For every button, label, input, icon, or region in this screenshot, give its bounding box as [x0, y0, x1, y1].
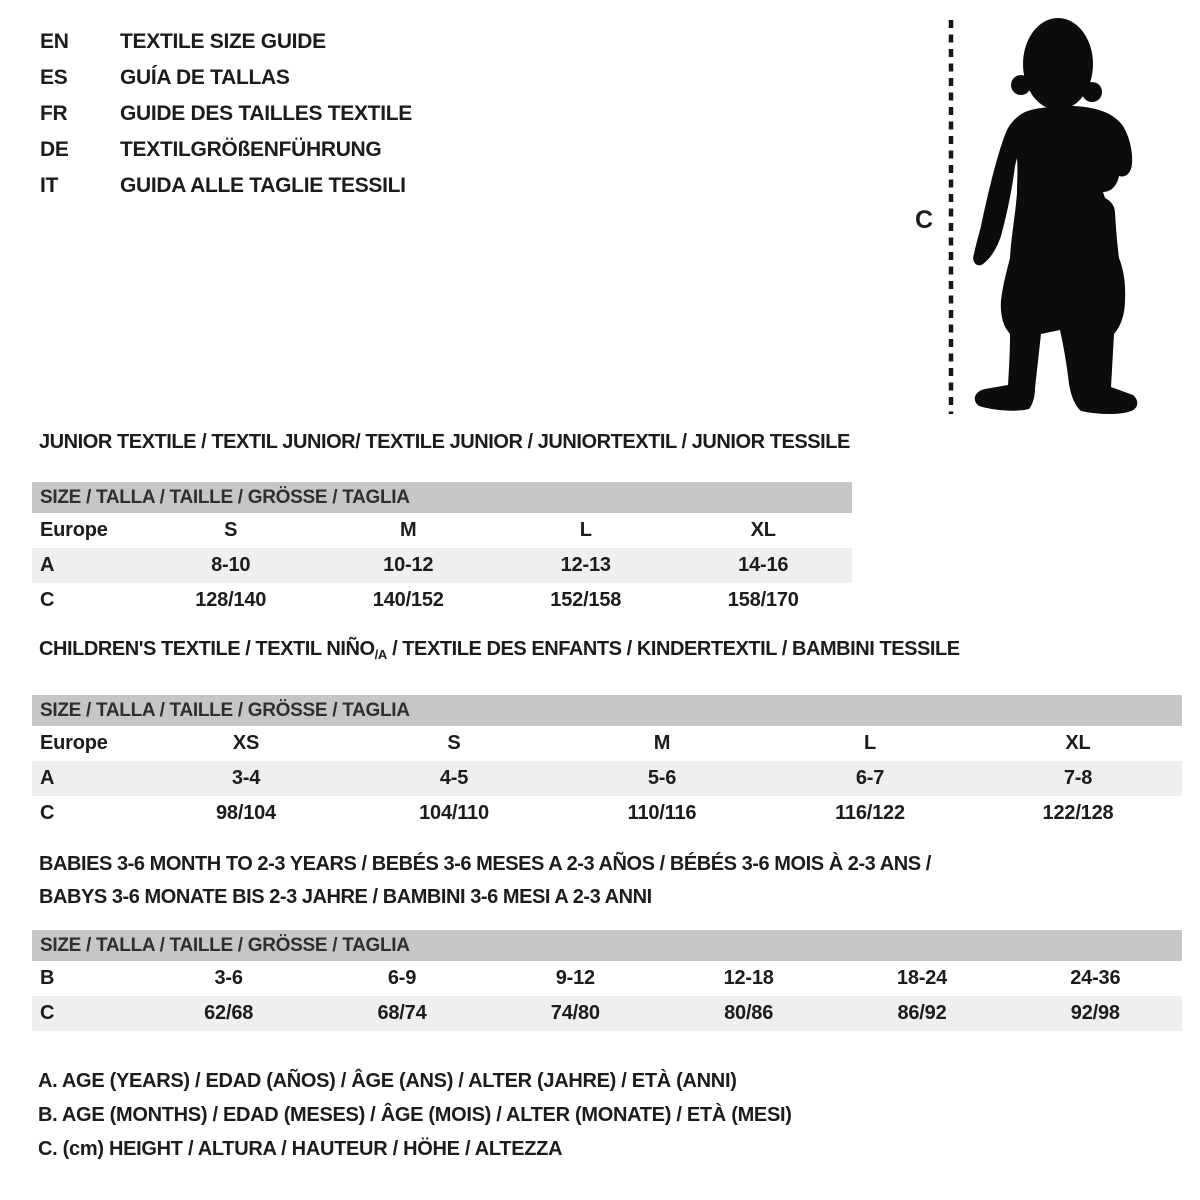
table-title	[32, 637, 1182, 667]
table-row	[32, 996, 1182, 1031]
language-header	[40, 24, 412, 204]
table-cell: 5-6	[647, 767, 677, 789]
language-title: GUIDA ALLE TAGLIE TESSILI	[120, 174, 406, 197]
table-cell: 12-13	[560, 554, 611, 576]
size-header-bar: SIZE / TALLA / TAILLE / GRÖSSE / TAGLIA	[32, 930, 1182, 961]
height-figure	[895, 8, 1160, 423]
table-cell: 68/74	[377, 1002, 427, 1024]
table-cell: 152/158	[550, 589, 622, 611]
table-row	[32, 583, 852, 618]
measurement-legend	[38, 1064, 792, 1166]
table-cell: 3-6	[214, 967, 243, 989]
legend-line-c: C. (cm) HEIGHT / ALTURA / HAUTEUR / HÖHE / ALTEZZA	[38, 1138, 563, 1160]
table-cell: 104/110	[419, 802, 489, 824]
table-cell: 4-5	[439, 767, 469, 789]
table-row	[32, 961, 1182, 996]
table-cell: 122/128	[1042, 802, 1114, 824]
table-cell: M	[653, 732, 671, 754]
language-code: FR	[40, 102, 68, 125]
table-cell: L	[863, 732, 877, 754]
table-cell: 110/116	[627, 802, 697, 824]
table-title	[32, 848, 1182, 914]
title-part: CHILDREN'S TEXTILE / TEXTIL NIÑO	[39, 638, 375, 660]
table-cell: 158/170	[727, 589, 799, 611]
table-cell: 24-36	[1070, 967, 1121, 989]
babies-textile-section	[32, 848, 1182, 1031]
table-cell: S	[224, 519, 238, 541]
table-cell: 140/152	[372, 589, 444, 611]
table-cell: XS	[232, 732, 260, 754]
table-rows	[32, 726, 1182, 831]
table-cell: 3-4	[231, 767, 261, 789]
title-subscript: /A	[374, 647, 387, 662]
table-cell: 74/80	[550, 1002, 600, 1024]
table-cell: 14-16	[738, 554, 789, 576]
table-cell: 128/140	[195, 589, 267, 611]
table-cell: 86/92	[897, 1002, 947, 1024]
table-title: JUNIOR TEXTILE / TEXTIL JUNIOR/ TEXTILE JUNIOR / JUNIORTEXTIL / JUNIOR TESSILE	[39, 431, 850, 453]
toddler-silhouette-shape	[973, 18, 1137, 414]
language-code: ES	[40, 66, 68, 89]
title-line: BABYS 3-6 MONATE BIS 2-3 JAHRE / BAMBINI 3-6 MESI A 2-3 ANNI	[39, 886, 652, 908]
table-cell: S	[447, 732, 461, 754]
language-title: TEXTILGRÖßENFÜHRUNG	[120, 138, 382, 161]
row-label: C	[40, 1002, 55, 1024]
table-cell: 116/122	[835, 802, 905, 824]
table-cell: 12-18	[723, 967, 774, 989]
title-part: / TEXTILE DES ENFANTS / KINDERTEXTIL / BAMBINI TESSILE	[386, 638, 960, 660]
table-row	[32, 513, 852, 548]
row-label: Europe	[40, 732, 108, 754]
table-cell: 62/68	[204, 1002, 254, 1024]
height-measure-label: C	[915, 206, 933, 234]
table-row	[32, 726, 1182, 761]
table-cell: 98/104	[216, 802, 276, 824]
table-row	[32, 548, 852, 583]
table-cell: 10-12	[383, 554, 434, 576]
language-row	[40, 60, 412, 96]
table-cell: 6-9	[387, 967, 417, 989]
language-title: GUÍA DE TALLAS	[120, 66, 290, 89]
row-label: A	[40, 767, 55, 789]
language-code: DE	[40, 138, 69, 161]
table-cell: M	[400, 519, 417, 541]
table-cell: 9-12	[555, 967, 595, 989]
row-label: B	[40, 967, 55, 989]
language-title: GUIDE DES TAILLES TEXTILE	[120, 102, 412, 125]
size-header-bar: SIZE / TALLA / TAILLE / GRÖSSE / TAGLIA	[32, 482, 852, 513]
language-code: IT	[40, 174, 59, 197]
table-rows	[32, 513, 852, 618]
table-cell: 80/86	[724, 1002, 774, 1024]
table-rows	[32, 961, 1182, 1031]
table-row	[32, 761, 1182, 796]
table-cell: XL	[1065, 732, 1091, 754]
row-label: C	[40, 802, 55, 824]
table-cell: 18-24	[896, 967, 948, 989]
language-title: TEXTILE SIZE GUIDE	[120, 30, 326, 53]
table-cell: 7-8	[1063, 767, 1093, 789]
table-cell: 92/98	[1070, 1002, 1120, 1024]
table-cell: L	[579, 519, 592, 541]
junior-textile-section	[32, 430, 852, 618]
legend-line-a: A. AGE (YEARS) / EDAD (AÑOS) / ÂGE (ANS) / ALTER (JAHRE) / ETÀ (ANNI)	[38, 1070, 737, 1092]
table-cell: 8-10	[211, 554, 251, 576]
title-line: BABIES 3-6 MONTH TO 2-3 YEARS / BEBÉS 3-6 MESES A 2-3 AÑOS / BÉBÉS 3-6 MOIS À 2-3 ANS /	[39, 853, 931, 875]
language-row	[40, 132, 412, 168]
row-label: A	[40, 554, 55, 576]
row-label: Europe	[40, 519, 108, 541]
table-row	[32, 796, 1182, 831]
size-header-bar: SIZE / TALLA / TAILLE / GRÖSSE / TAGLIA	[32, 695, 1182, 726]
row-label: C	[40, 589, 55, 611]
language-row	[40, 168, 412, 204]
toddler-silhouette-icon	[895, 8, 1160, 423]
table-cell: 6-7	[855, 767, 885, 789]
language-row	[40, 24, 412, 60]
legend-line-b: B. AGE (MONTHS) / EDAD (MESES) / ÂGE (MOIS) / ALTER (MONATE) / ETÀ (MESI)	[38, 1104, 792, 1126]
language-row	[40, 96, 412, 132]
language-code: EN	[40, 30, 69, 53]
children-textile-section	[32, 637, 1182, 831]
table-cell: XL	[750, 519, 776, 541]
